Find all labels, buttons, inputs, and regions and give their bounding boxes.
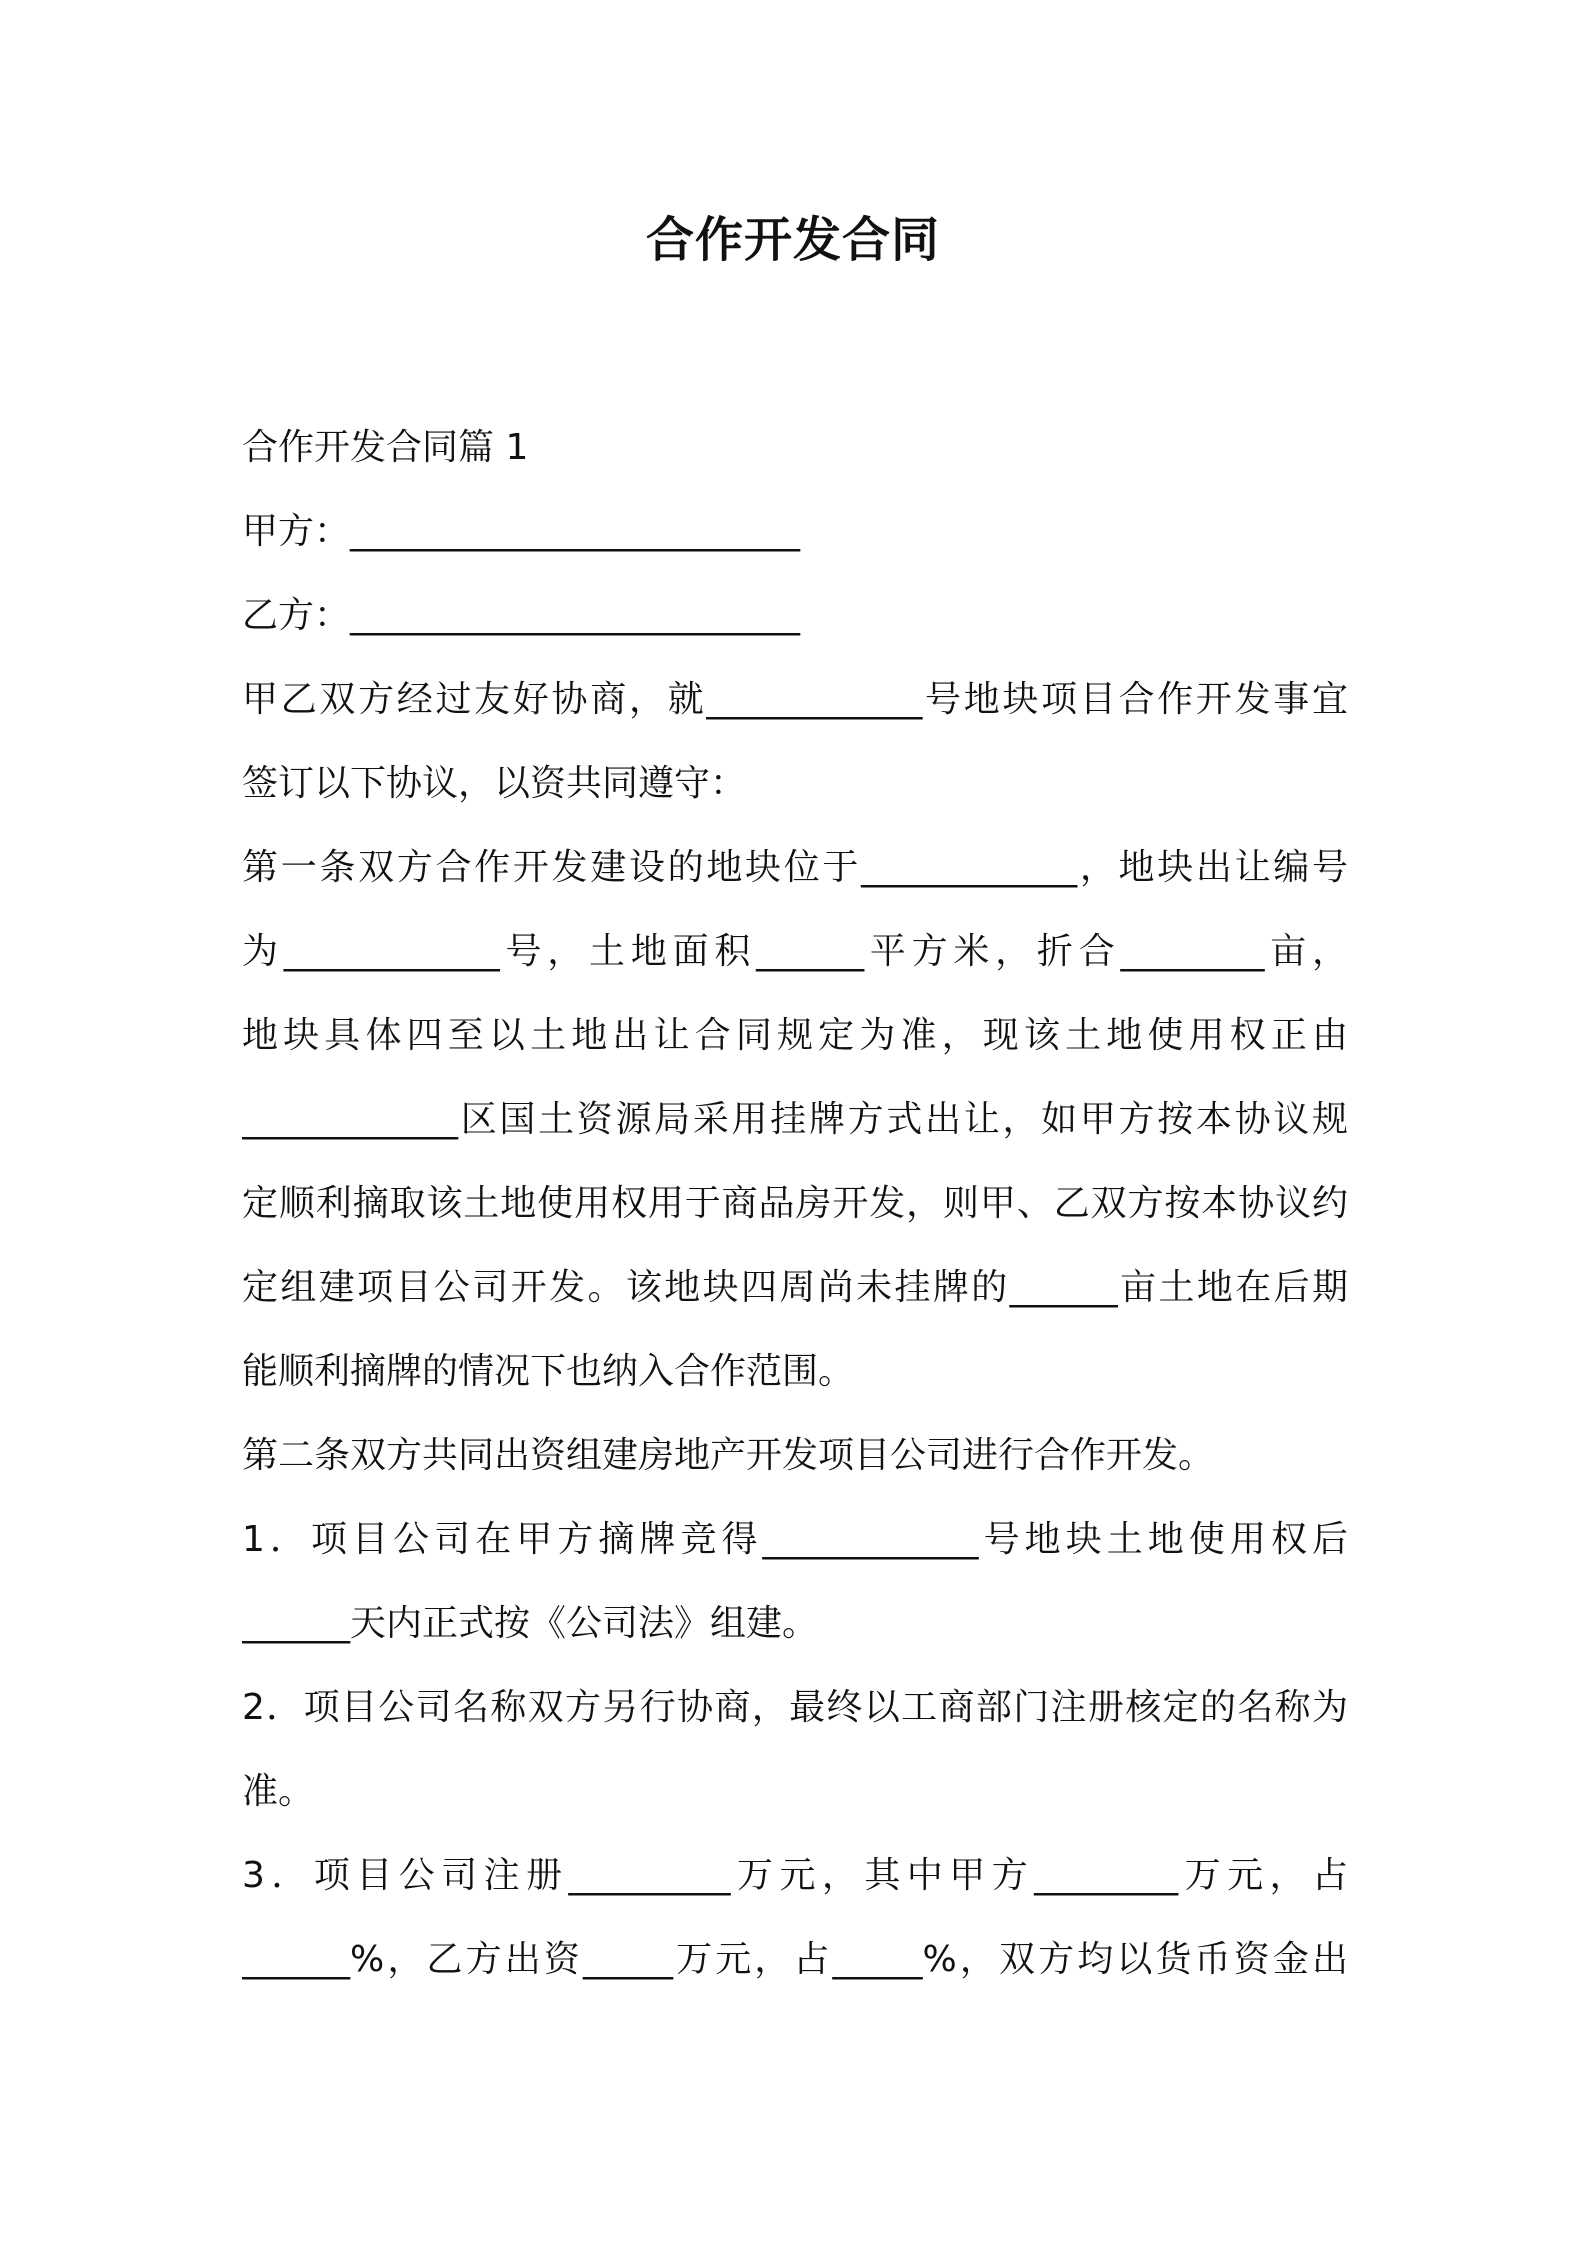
article-2-item-2-line-1: 2．项目公司名称双方另行协商，最终以工商部门注册核定的名称为 — [242, 1687, 1348, 1728]
article-2-item-3-line-2: ______%，乙方出资_____万元，占_____%，双方均以货币资金出 — [242, 1939, 1348, 1980]
article-2-item-3-line-1: 3．项目公司注册_________万元，其中甲方________万元，占 — [242, 1855, 1348, 1896]
article-1-line-4: ____________区国土资源局采用挂牌方式出让，如甲方按本协议规 — [242, 1099, 1348, 1140]
party-a-line: 甲方：_________________________ — [242, 511, 801, 552]
article-1-line-2: 为____________号，土地面积______平方米，折合________亩， — [242, 931, 1348, 972]
intro-line-2: 签订以下协议，以资共同遵守： — [242, 763, 747, 804]
article-2-item-2-line-2: 准。 — [242, 1771, 315, 1812]
article-1-line-3: 地块具体四至以土地出让合同规定为准，现该土地使用权正由 — [242, 1015, 1348, 1056]
document-title: 合作开发合同 — [645, 212, 940, 268]
article-1-line-1: 第一条双方合作开发建设的地块位于____________，地块出让编号 — [242, 847, 1348, 888]
article-1-line-7: 能顺利摘牌的情况下也纳入合作范围。 — [242, 1351, 855, 1392]
article-2-heading: 第二条双方共同出资组建房地产开发项目公司进行合作开发。 — [242, 1435, 1215, 1476]
section-heading: 合作开发合同篇 1 — [242, 427, 529, 468]
article-2-item-1-line-1: 1．项目公司在甲方摘牌竞得____________号地块土地使用权后 — [242, 1519, 1348, 1560]
article-1-line-6: 定组建项目公司开发。该地块四周尚未挂牌的______亩土地在后期 — [242, 1267, 1348, 1308]
intro-line-1: 甲乙双方经过友好协商，就____________号地块项目合作开发事宜 — [242, 679, 1348, 720]
party-b-line: 乙方：_________________________ — [242, 595, 801, 636]
document-body — [242, 406, 1348, 2002]
article-1-line-5: 定顺利摘取该土地使用权用于商品房开发，则甲、乙双方按本协议约 — [242, 1183, 1348, 1224]
article-2-item-1-line-2: ______天内正式按《公司法》组建。 — [242, 1603, 819, 1644]
